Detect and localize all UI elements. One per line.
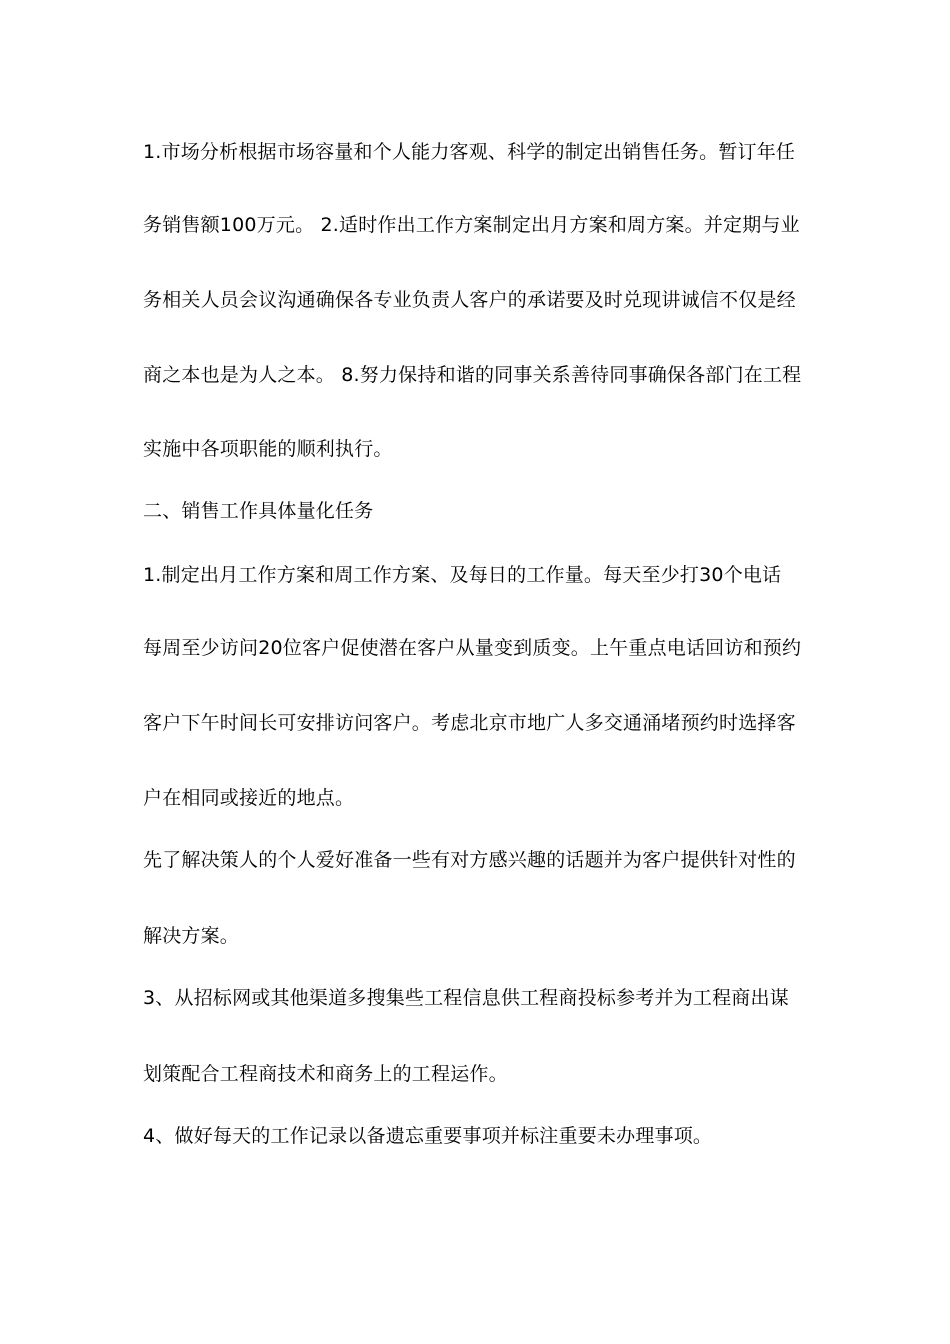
- paragraph-line: 先了解决策人的个人爱好准备一些有对方感兴趣的话题并为客户提供针对性的: [143, 849, 796, 871]
- paragraph-line: 商之本也是为人之本。 8.努力保持和谐的同事关系善待同事确保各部门在工程: [143, 364, 802, 386]
- paragraph-line: 务相关人员会议沟通确保各专业负责人客户的承诺要及时兑现讲诚信不仅是经: [143, 289, 796, 311]
- paragraph-line: 每周至少访问20位客户促使潜在客户从量变到质变。上午重点电话回访和预约: [143, 637, 802, 659]
- paragraph-line: 划策配合工程商技术和商务上的工程运作。: [143, 1063, 508, 1085]
- paragraph-line: 解决方案。: [143, 925, 240, 947]
- paragraph-line: 1.制定出月工作方案和周工作方案、及每日的工作量。每天至少打30个电话: [143, 564, 782, 586]
- paragraph-line: 4、做好每天的工作记录以备遗忘重要事项并标注重要未办理事项。: [143, 1125, 713, 1147]
- paragraph-line: 3、从招标网或其他渠道多搜集些工程信息供工程商投标参考并为工程商出谋: [143, 987, 789, 1009]
- paragraph-line: 实施中各项职能的顺利执行。: [143, 438, 393, 460]
- paragraph-line: 户在相同或接近的地点。: [143, 787, 355, 809]
- paragraph-line: 务销售额100万元。 2.适时作出工作方案制定出月方案和周方案。并定期与业: [143, 214, 800, 236]
- section-heading: 二、销售工作具体量化任务: [143, 500, 374, 522]
- paragraph-line: 1.市场分析根据市场容量和个人能力客观、科学的制定出销售任务。暂订年任: [143, 141, 796, 163]
- paragraph-line: 客户下午时间长可安排访问客户。考虑北京市地广人多交通涌堵预约时选择客: [143, 712, 796, 734]
